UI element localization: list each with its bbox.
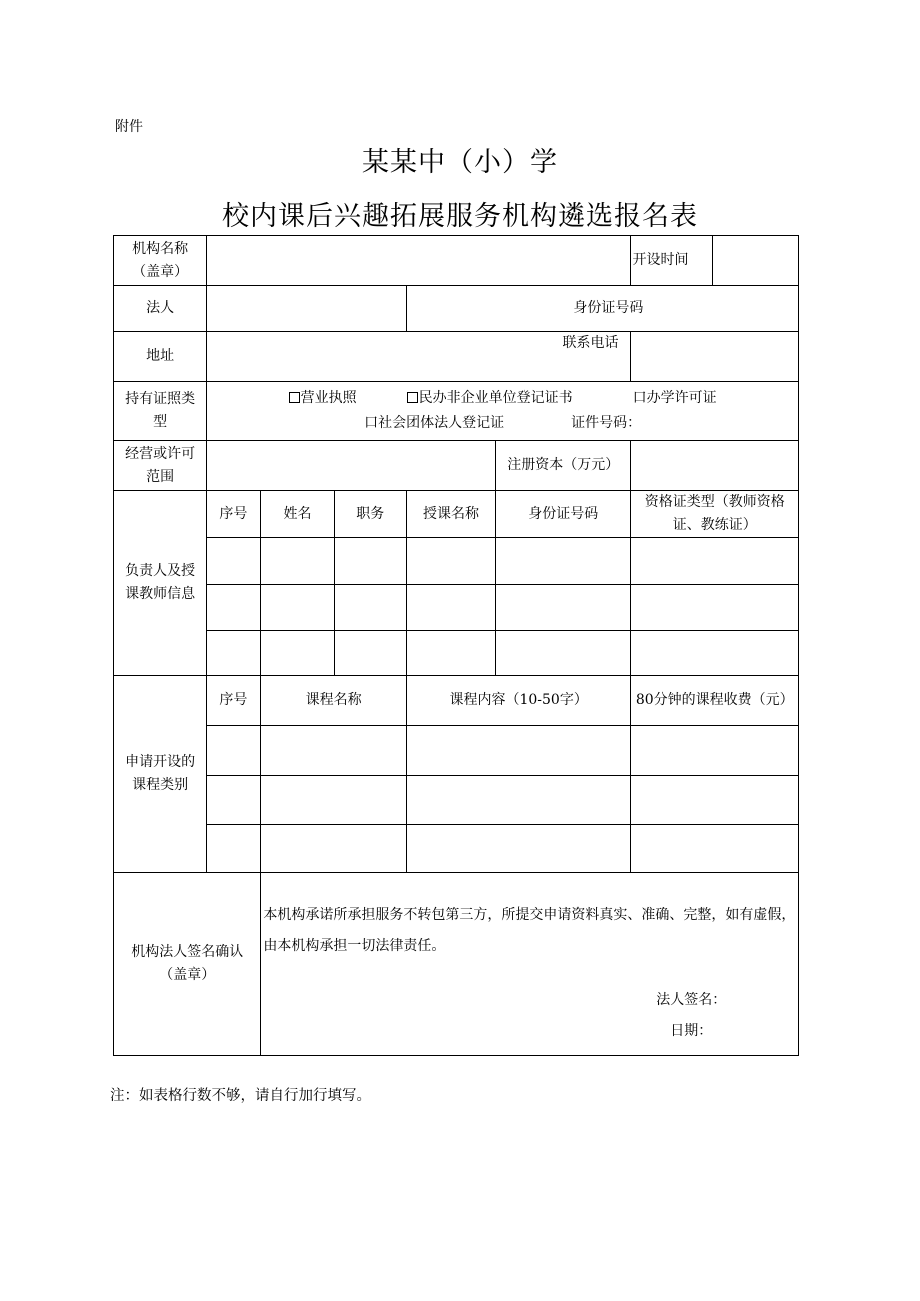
course-row [114,776,799,825]
teacher-cell[interactable] [261,538,334,585]
teacher-header-position: 职务 [334,491,406,538]
teacher-cell[interactable] [406,631,495,676]
course-row [114,825,799,873]
teachers-label-1: 负责人及授 [125,563,196,579]
course-row [114,726,799,776]
course-cell[interactable] [631,825,799,873]
org-name-label [114,236,207,286]
courses-section-label [114,676,207,873]
teacher-row [114,538,799,585]
row-business-scope [114,441,799,491]
teacher-header-id: 身份证号码 [496,491,631,538]
scope-text-1: 经营或许可 [125,445,196,462]
start-time-field[interactable] [713,236,798,285]
teacher-cell[interactable] [496,585,631,631]
capital-label: 注册资本（万元） [496,441,631,491]
school-title: 某某中（小）学 [362,147,558,178]
course-cell[interactable] [207,726,261,776]
teacher-cell[interactable] [406,585,495,631]
capital-field[interactable] [631,441,799,491]
address-field[interactable] [207,332,631,382]
course-header-name: 课程名称 [261,676,406,726]
teachers-label-2: 课教师信息 [125,586,196,602]
org-name-seal-text: （盖章） [132,263,189,280]
teacher-cell[interactable] [496,538,631,585]
cert-options-cell [207,382,799,441]
teacher-row [114,631,799,676]
business-license-label: 营业执照 [300,390,357,406]
signature-label: 法人签名： [656,991,727,1008]
address-label: 地址 [114,332,207,382]
start-time-cell[interactable] [631,236,799,286]
legal-person-label: 法人 [114,286,207,332]
course-cell[interactable] [207,825,261,873]
teacher-cell[interactable] [261,585,334,631]
cert-options-line-1 [207,386,798,411]
row-cert-type [114,382,799,441]
course-cell[interactable] [406,726,631,776]
teacher-cell[interactable] [207,538,261,585]
teacher-header-course: 授课名称 [406,491,495,538]
cert-number-label: 证件号码： [571,415,642,431]
cert-options-line-2 [207,411,798,436]
cert-type-text-2: 型 [153,414,168,430]
teacher-cell[interactable] [207,585,261,631]
course-header-fee: 80分钟的课程收费（元） [631,676,799,726]
teacher-cell[interactable] [496,631,631,676]
teacher-cell[interactable] [631,585,799,631]
form-title: 校内课后兴趣拓展服务机构遴选报名表 [222,201,698,232]
start-time-label: 开设时间 [631,236,713,285]
course-header-content: 课程内容（10-50字） [406,676,631,726]
courses-label-2: 课程类别 [132,777,189,793]
phone-field[interactable] [631,332,799,382]
confirm-label-2: （盖章） [159,967,216,983]
non-profit-cert-label: 民办非企业单位登记证书 [418,390,573,406]
teacher-cell[interactable] [334,631,406,676]
org-name-text: 机构名称 [132,240,189,257]
course-header-no: 序号 [207,676,261,726]
row-org-name [114,236,799,286]
teacher-cell[interactable] [334,538,406,585]
legal-person-field[interactable] [207,286,407,332]
teachers-header-row [114,491,799,538]
id-number-label: 身份证号码 [573,300,644,316]
checkbox-icon [289,392,300,403]
course-cell[interactable] [261,726,406,776]
teacher-cell[interactable] [631,631,799,676]
phone-label: 联系电话 [562,335,619,351]
scope-label [114,441,207,491]
teacher-header-name: 姓名 [261,491,334,538]
confirm-content-cell[interactable] [261,873,799,1056]
cert-type-text-1: 持有证照类 [125,391,196,407]
course-cell[interactable] [631,776,799,825]
course-cell[interactable] [261,776,406,825]
course-cell[interactable] [207,776,261,825]
course-cell[interactable] [261,825,406,873]
row-legal-person [114,286,799,332]
courses-label-1: 申请开设的 [125,754,196,770]
row-address [114,332,799,382]
teacher-header-no: 序号 [207,491,261,538]
scope-text-2: 范围 [146,468,175,485]
scope-field[interactable] [207,441,496,491]
attachment-label: 附件 [115,119,143,135]
teacher-cell[interactable] [334,585,406,631]
org-name-field[interactable] [207,236,631,286]
non-profit-cert-option[interactable] [407,390,573,406]
checkbox-icon [407,392,418,403]
school-license-option[interactable]: 口办学许可证 [632,390,717,406]
confirm-row [114,873,799,1056]
registration-form-table [113,235,799,1056]
teacher-header-qualification: 资格证类型（教师资格证、教练证） [631,491,799,538]
confirm-label [114,873,261,1056]
course-cell[interactable] [406,776,631,825]
teacher-row [114,585,799,631]
promise-text: 本机构承诺所承担服务不转包第三方，所提交申请资料真实、准确、完整，如有虚假，由本机构承担一切法律责任。 [263,906,796,954]
teacher-cell[interactable] [261,631,334,676]
business-license-option[interactable] [289,390,357,406]
footer-note: 注：如表格行数不够，请自行加行填写。 [110,1088,371,1104]
teacher-cell[interactable] [207,631,261,676]
teacher-cell[interactable] [406,538,495,585]
course-cell[interactable] [406,825,631,873]
courses-header-row [114,676,799,726]
course-cell[interactable] [631,726,799,776]
teachers-section-label [114,491,207,676]
teacher-cell[interactable] [631,538,799,585]
social-org-cert-option[interactable]: 口社会团体法人登记证 [364,415,505,431]
date-label: 日期： [670,1022,713,1039]
cert-type-label [114,382,207,441]
id-number-cell[interactable] [406,286,798,332]
confirm-label-1: 机构法人签名确认 [131,944,244,960]
